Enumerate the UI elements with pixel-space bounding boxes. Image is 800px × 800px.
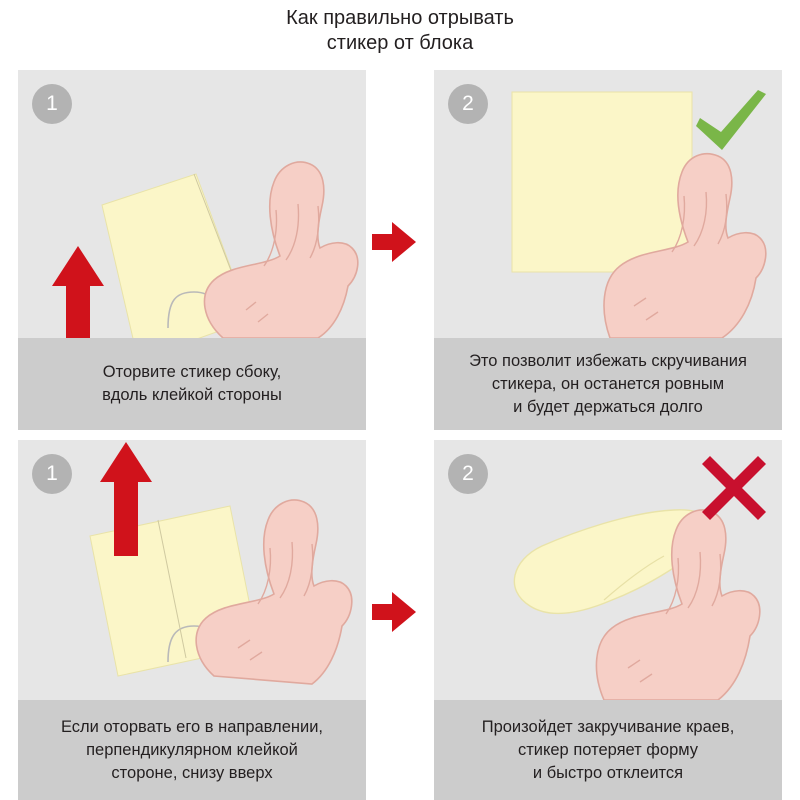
panel-4-caption xyxy=(434,700,782,800)
arrow-head xyxy=(392,222,416,262)
connector-arrow-bottom xyxy=(372,592,416,632)
page-title-line-1: Как правильно отрывать xyxy=(286,7,514,29)
panel-2-caption-line-3: и будет держаться долго xyxy=(513,397,703,416)
arrow-head xyxy=(392,592,416,632)
panel-1-caption xyxy=(18,338,366,430)
panel-4-caption-line-2: стикер потеряет форму xyxy=(517,740,699,759)
cross-icon xyxy=(702,456,766,520)
panel-3-caption-line-3: стороне, снизу вверх xyxy=(111,763,273,782)
panel-step-2-incorrect xyxy=(434,440,782,800)
hand-illustration xyxy=(204,162,357,338)
panel-4-caption-line-3: и быстро отклеится xyxy=(532,763,684,782)
step-badge-2: 2 xyxy=(448,84,488,124)
panel-step-2-correct xyxy=(434,70,782,430)
check-icon xyxy=(694,88,768,152)
panel-step-1-correct xyxy=(18,70,366,430)
step-badge-4: 2 xyxy=(448,454,488,494)
panel-3-caption-line-1: Если оторвать его в направлении, xyxy=(60,717,323,736)
panel-2-caption xyxy=(434,338,782,430)
page-title-line-2: стикер от блока xyxy=(326,32,474,54)
panel-1-caption-line-2: вдоль клейкой стороны xyxy=(102,386,282,404)
panel-2-caption-line-2: стикера, он останется ровным xyxy=(491,374,725,393)
arrow-shaft xyxy=(372,234,394,250)
panel-4-caption-line-1: Произойдет закручивание краев, xyxy=(481,717,735,736)
arrow-shaft xyxy=(372,604,394,620)
flat-sticker xyxy=(512,92,692,272)
page-title xyxy=(0,6,800,56)
direction-arrow-up xyxy=(52,246,104,338)
panel-3-caption xyxy=(18,700,366,800)
panel-step-1-incorrect xyxy=(18,440,366,800)
panel-3-caption-line-2: перпендикулярном клейкой xyxy=(86,740,298,759)
panel-2-caption-line-1: Это позволит избежать скручивания xyxy=(469,351,747,370)
connector-arrow-top xyxy=(372,222,416,262)
step-badge-1: 1 xyxy=(32,84,72,124)
step-badge-3: 1 xyxy=(32,454,72,494)
panel-1-caption-line-1: Оторвите стикер сбоку, xyxy=(102,363,282,381)
